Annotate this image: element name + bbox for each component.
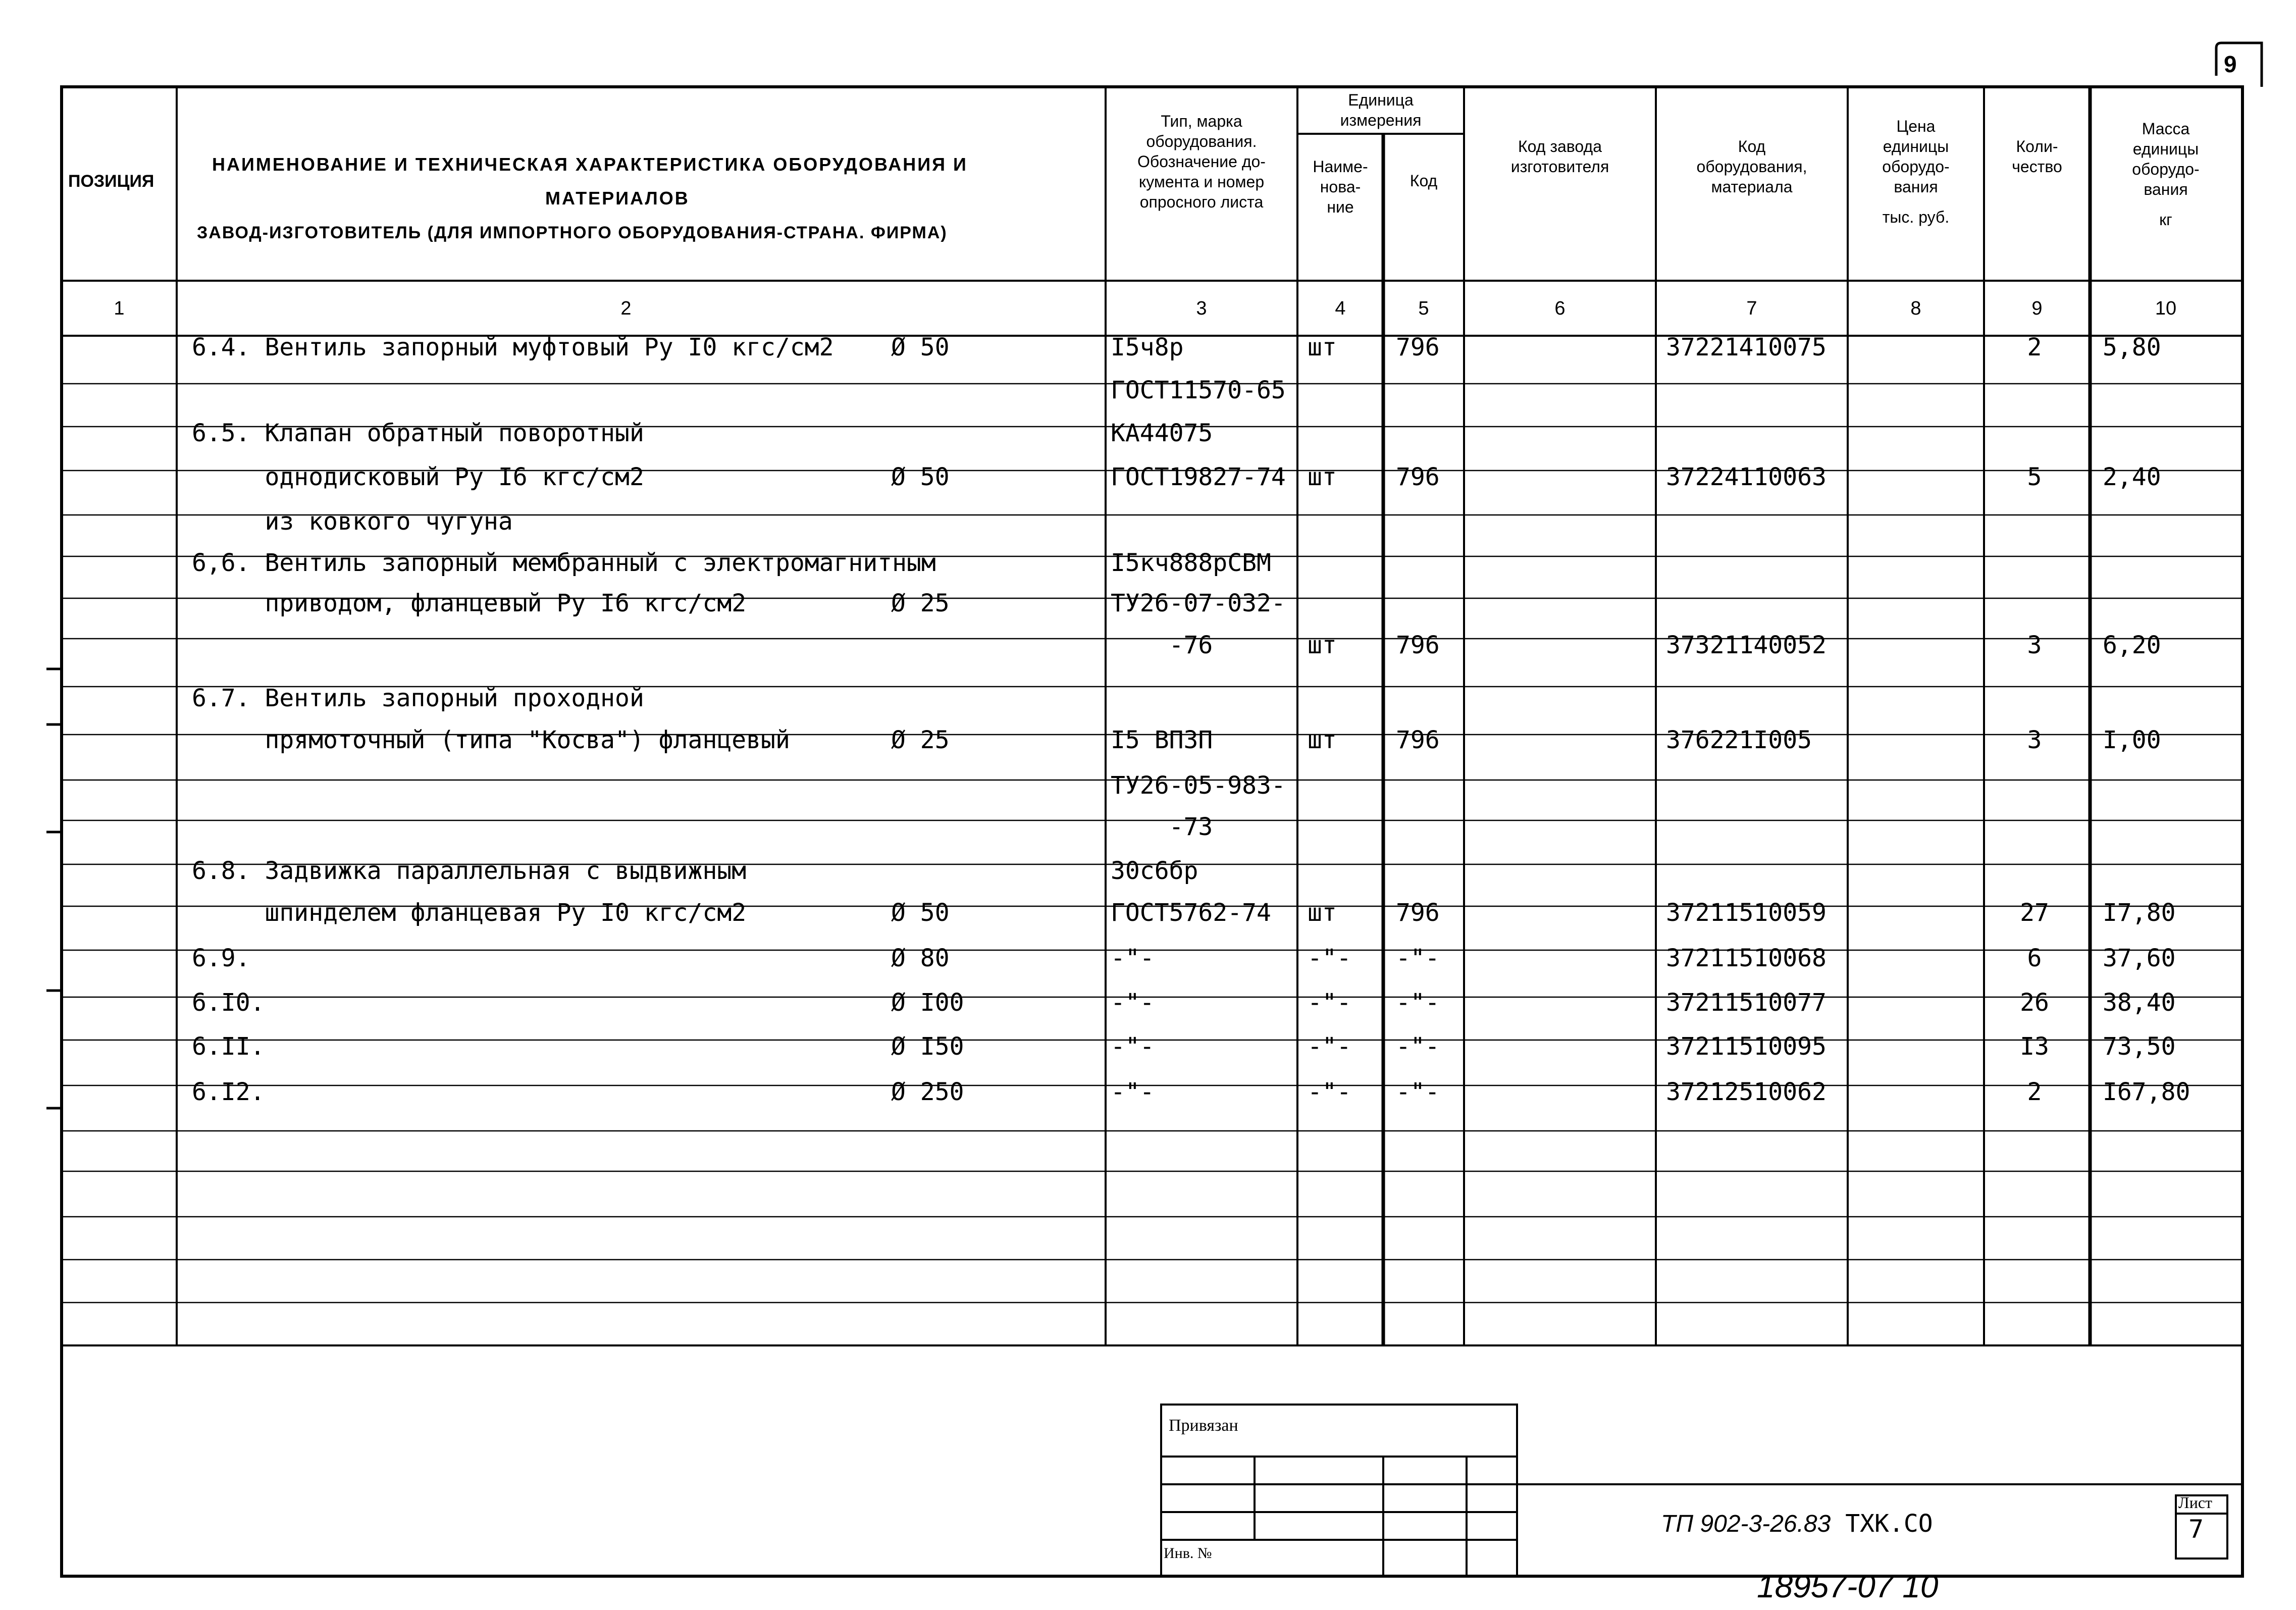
cell-name: из ковкого чугуна <box>192 507 513 536</box>
cell-type: 30с6бр <box>1111 857 1198 885</box>
cell-dia: Ø 25 <box>891 589 950 617</box>
cell-name: однодисковый Ру I6 кгс/см2 <box>192 463 644 491</box>
price-line: оборудо- <box>1882 158 1950 176</box>
cell-ucode: 796 <box>1396 726 1440 754</box>
col-header-code <box>1656 136 1848 197</box>
col-number: 7 <box>1746 298 1757 319</box>
cell-dia: Ø I00 <box>891 989 964 1017</box>
unit-name-line: Наиме- <box>1313 158 1368 176</box>
cell-unit: шт <box>1308 631 1337 659</box>
cell-mass: 6,20 <box>2103 631 2161 659</box>
price-line: Цена <box>1896 117 1936 135</box>
document-number: ТП 902-3-26.83 <box>1661 1511 1831 1537</box>
cell-mass: I67,80 <box>2103 1078 2190 1106</box>
cell-code: 37321140052 <box>1666 631 1827 659</box>
col-number: 9 <box>2031 298 2043 319</box>
cell-code: 376221I005 <box>1666 726 1812 754</box>
cell-name: прямоточный (типа "Косва") фланцевый <box>192 726 790 754</box>
cell-type: ГОСТ11570-65 <box>1111 376 1286 404</box>
cell-unit: -"- <box>1308 944 1351 972</box>
cell-ucode: 796 <box>1396 463 1440 491</box>
col-header-unit-name <box>1297 157 1383 217</box>
cell-code: 37224110063 <box>1666 463 1827 491</box>
code-line: материала <box>1711 178 1793 196</box>
cell-code: 37211510059 <box>1666 899 1827 927</box>
cell-mass: 5,80 <box>2103 333 2161 361</box>
cell-type: -"- <box>1111 1032 1155 1061</box>
cell-mass: 2,40 <box>2103 463 2161 491</box>
code-line: Код <box>1738 137 1766 155</box>
col-header-unit-group <box>1297 90 1464 130</box>
cell-ucode: -"- <box>1396 989 1440 1017</box>
col-header-name-line2: МАТЕРИАЛОВ <box>545 188 690 209</box>
col-number: 1 <box>114 298 125 319</box>
sheet-label: Лист <box>2178 1493 2213 1512</box>
unit-group-line: Единица <box>1348 91 1414 109</box>
cell-ucode: 796 <box>1396 899 1440 927</box>
cell-type: ГОСТ5762-74 <box>1111 899 1271 927</box>
price-line: вания <box>1894 178 1938 196</box>
cell-type: -"- <box>1111 989 1155 1017</box>
cell-name: 6.9. <box>192 944 250 972</box>
bound-label: Привязан <box>1169 1416 1238 1435</box>
col-header-mass <box>2090 119 2241 230</box>
cell-mass: 37,60 <box>2103 944 2176 972</box>
col-number: 4 <box>1335 298 1346 319</box>
code-line: оборудования, <box>1696 158 1807 176</box>
mass-line: Масса <box>2142 120 2190 138</box>
cell-name: 6.I0. <box>192 989 265 1017</box>
cell-qty: 26 <box>2020 989 2049 1017</box>
cell-qty: 6 <box>2027 944 2042 972</box>
cell-name: 6.8. Задвижка параллельная с выдвижным <box>192 857 747 885</box>
maker-line: Код завода <box>1518 137 1602 155</box>
qty-line: чество <box>2012 158 2062 176</box>
cell-name: шпинделем фланцевая Ру I0 кгс/см2 <box>192 899 747 927</box>
cell-qty: 2 <box>2027 1078 2042 1106</box>
col-number: 8 <box>1910 298 1921 319</box>
cell-mass: I7,80 <box>2103 899 2176 927</box>
inventory-label: Инв. № <box>1164 1545 1212 1562</box>
type-line: Тип, марка <box>1161 112 1242 130</box>
cell-code: 37211510077 <box>1666 989 1827 1017</box>
cell-dia: Ø 25 <box>891 726 950 754</box>
col-header-maker <box>1464 136 1656 177</box>
cell-type: -73 <box>1111 813 1213 841</box>
type-line: опросного листа <box>1139 193 1264 211</box>
col-number: 6 <box>1554 298 1566 319</box>
cell-dia: Ø 50 <box>891 333 950 361</box>
cell-name: приводом, фланцевый Ру I6 кгс/см2 <box>192 589 747 617</box>
col-header-qty <box>1984 136 2090 177</box>
cell-unit: -"- <box>1308 1078 1351 1106</box>
cell-mass: 73,50 <box>2103 1032 2176 1061</box>
col-header-name-line1: НАИМЕНОВАНИЕ И ТЕХНИЧЕСКАЯ ХАРАКТЕРИСТИКА ОБОРУДОВАНИЯ И <box>212 154 968 175</box>
mass-line: кг <box>2159 211 2172 229</box>
cell-qty: 2 <box>2027 333 2042 361</box>
col-header-price <box>1848 116 1984 227</box>
cell-unit: -"- <box>1308 989 1351 1017</box>
cell-ucode: -"- <box>1396 1078 1440 1106</box>
col-number: 3 <box>1196 298 1207 319</box>
qty-line: Коли- <box>2016 137 2058 155</box>
cell-code: 37211510068 <box>1666 944 1827 972</box>
unit-name-line: ние <box>1327 198 1354 216</box>
cell-ucode: 796 <box>1396 631 1440 659</box>
mass-line: оборудо- <box>2132 160 2200 178</box>
col-header-unit-code: Код <box>1410 172 1438 190</box>
cell-unit: шт <box>1308 726 1337 754</box>
cell-type: -"- <box>1111 944 1155 972</box>
cell-name: 6.4. Вентиль запорный муфтовый Ру I0 кгс/см2 <box>192 333 834 361</box>
cell-name: 6.I2. <box>192 1078 265 1106</box>
cell-unit: шт <box>1308 463 1337 491</box>
cell-code: 37211510095 <box>1666 1032 1827 1061</box>
unit-name-line: нова- <box>1320 178 1361 196</box>
maker-line: изготовителя <box>1510 158 1609 176</box>
unit-group-line: измерения <box>1340 111 1422 129</box>
cell-ucode: -"- <box>1396 1032 1440 1061</box>
document-suffix: ТХК.СО <box>1845 1510 1933 1538</box>
cell-dia: Ø 50 <box>891 463 950 491</box>
cell-qty: 27 <box>2020 899 2049 927</box>
sheet-number: 7 <box>2188 1515 2204 1544</box>
col-number: 2 <box>620 298 632 319</box>
cell-type: I5кч888рСВМ <box>1111 549 1271 577</box>
cell-type: КА44075 <box>1111 419 1213 447</box>
cell-dia: Ø 80 <box>891 944 950 972</box>
cell-mass: 38,40 <box>2103 989 2176 1017</box>
col-header-type <box>1106 111 1297 212</box>
cell-type: ТУ26-05-983- <box>1111 771 1286 800</box>
col-header-name-line3: ЗАВОД-ИЗГОТОВИТЕЛЬ (ДЛЯ ИМПОРТНОГО ОБОРУДОВАНИЯ-СТРАНА. ФИРМА) <box>197 223 948 242</box>
cell-qty: 3 <box>2027 726 2042 754</box>
cell-code: 37212510062 <box>1666 1078 1827 1106</box>
cell-type: I5 ВПЗП <box>1111 726 1213 754</box>
inventory-stamp: 18957-07 10 <box>1757 1568 1939 1604</box>
cell-mass: I,00 <box>2103 726 2161 754</box>
mass-line: единицы <box>2132 140 2199 158</box>
cell-unit: шт <box>1308 899 1337 927</box>
cell-ucode: 796 <box>1396 333 1440 361</box>
cell-name: 6.5. Клапан обратный поворотный <box>192 419 644 447</box>
cell-code: 37221410075 <box>1666 333 1827 361</box>
price-line: единицы <box>1883 137 1949 155</box>
col-header-position: ПОЗИЦИЯ <box>68 172 154 191</box>
cell-type: -76 <box>1111 631 1213 659</box>
cell-name: 6.II. <box>192 1032 265 1061</box>
cell-type: -"- <box>1111 1078 1155 1106</box>
cell-qty: 3 <box>2027 631 2042 659</box>
document-code <box>1661 1510 1933 1538</box>
cell-name: 6,6. Вентиль запорный мембранный с электромагнитным <box>192 549 936 577</box>
cell-unit: шт <box>1308 333 1337 361</box>
cell-unit: -"- <box>1308 1032 1351 1061</box>
col-number: 10 <box>2155 298 2177 319</box>
corner-sheet-number: 9 <box>2224 51 2238 77</box>
cell-qty: 5 <box>2027 463 2042 491</box>
cell-name: 6.7. Вентиль запорный проходной <box>192 684 644 712</box>
cell-type: ТУ26-07-032- <box>1111 589 1286 617</box>
col-number: 5 <box>1418 298 1429 319</box>
cell-dia: Ø I50 <box>891 1032 964 1061</box>
type-line: Обозначение до- <box>1137 152 1266 171</box>
cell-type: I5ч8р <box>1111 333 1184 361</box>
type-line: оборудования. <box>1146 132 1257 150</box>
type-line: кумента и номер <box>1138 173 1265 191</box>
mass-line: вания <box>2144 180 2188 198</box>
cell-type: ГОСТ19827-74 <box>1111 463 1286 491</box>
cell-ucode: -"- <box>1396 944 1440 972</box>
price-line: тыс. руб. <box>1882 208 1950 226</box>
cell-dia: Ø 50 <box>891 899 950 927</box>
cell-qty: I3 <box>2020 1032 2049 1061</box>
cell-dia: Ø 250 <box>891 1078 964 1106</box>
